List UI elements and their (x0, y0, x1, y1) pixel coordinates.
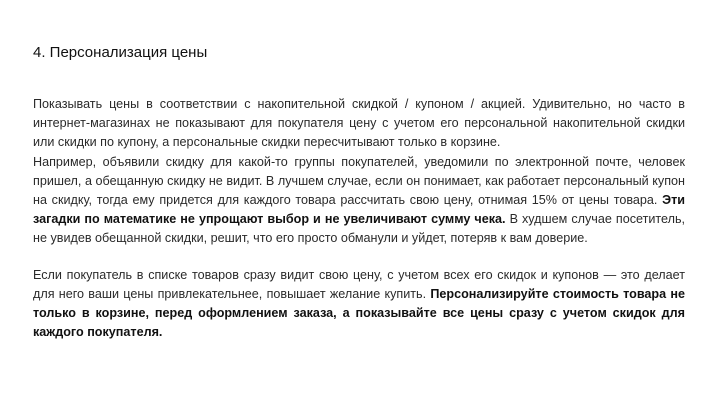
slide-body (33, 95, 685, 342)
paragraph-conclusion-bold: Персонализируйте стоимость товара не только в корзине, перед оформлением заказа, а показывайте все цены сразу с учетом скидок для каждого покупателя. (33, 286, 685, 340)
paragraph-example (33, 153, 685, 249)
paragraph-conclusion-text-before: Если покупатель в списке товаров сразу видит свою цену, с учетом всех его скидок и купонов — это делает для него ваши цены привлекательнее, повышает желание купить. (33, 267, 685, 301)
paragraph-gap (33, 249, 685, 266)
paragraph-intro-text: Показывать цены в соответствии с накопительной скидкой / купоном / акцией. Удивительно, но часто в интернет-магазинах не показывают для покупателя цену с учетом его персональной накопительной скидки или скидки по купону, а персональные скидки пересчитывают только в корзине. (33, 97, 685, 150)
paragraph-intro (33, 95, 685, 153)
paragraph-example-text-after: В худшем случае посетитель, не увидев обещанной скидки, решит, что его просто обманули и уйдет, потеряв к вам доверие. (33, 212, 685, 246)
paragraph-example-text-before: Например, объявили скидку для какой-то группы покупателей, уведомили по электронной почте, человек пришел, а обещанную скидку не видит. В лучшем случае, если он понимает, как работает персональный купон на скидку, тогда ему придется для каждого товара рассчитать свою цену, отнимая 15% от цены товара. (33, 154, 685, 208)
paragraph-conclusion (33, 266, 685, 343)
paragraph-example-bold: Эти загадки по математике не упрощают выбор и не увеличивают сумму чека. (33, 193, 685, 227)
slide-title: 4. Персонализация цены (33, 44, 208, 61)
